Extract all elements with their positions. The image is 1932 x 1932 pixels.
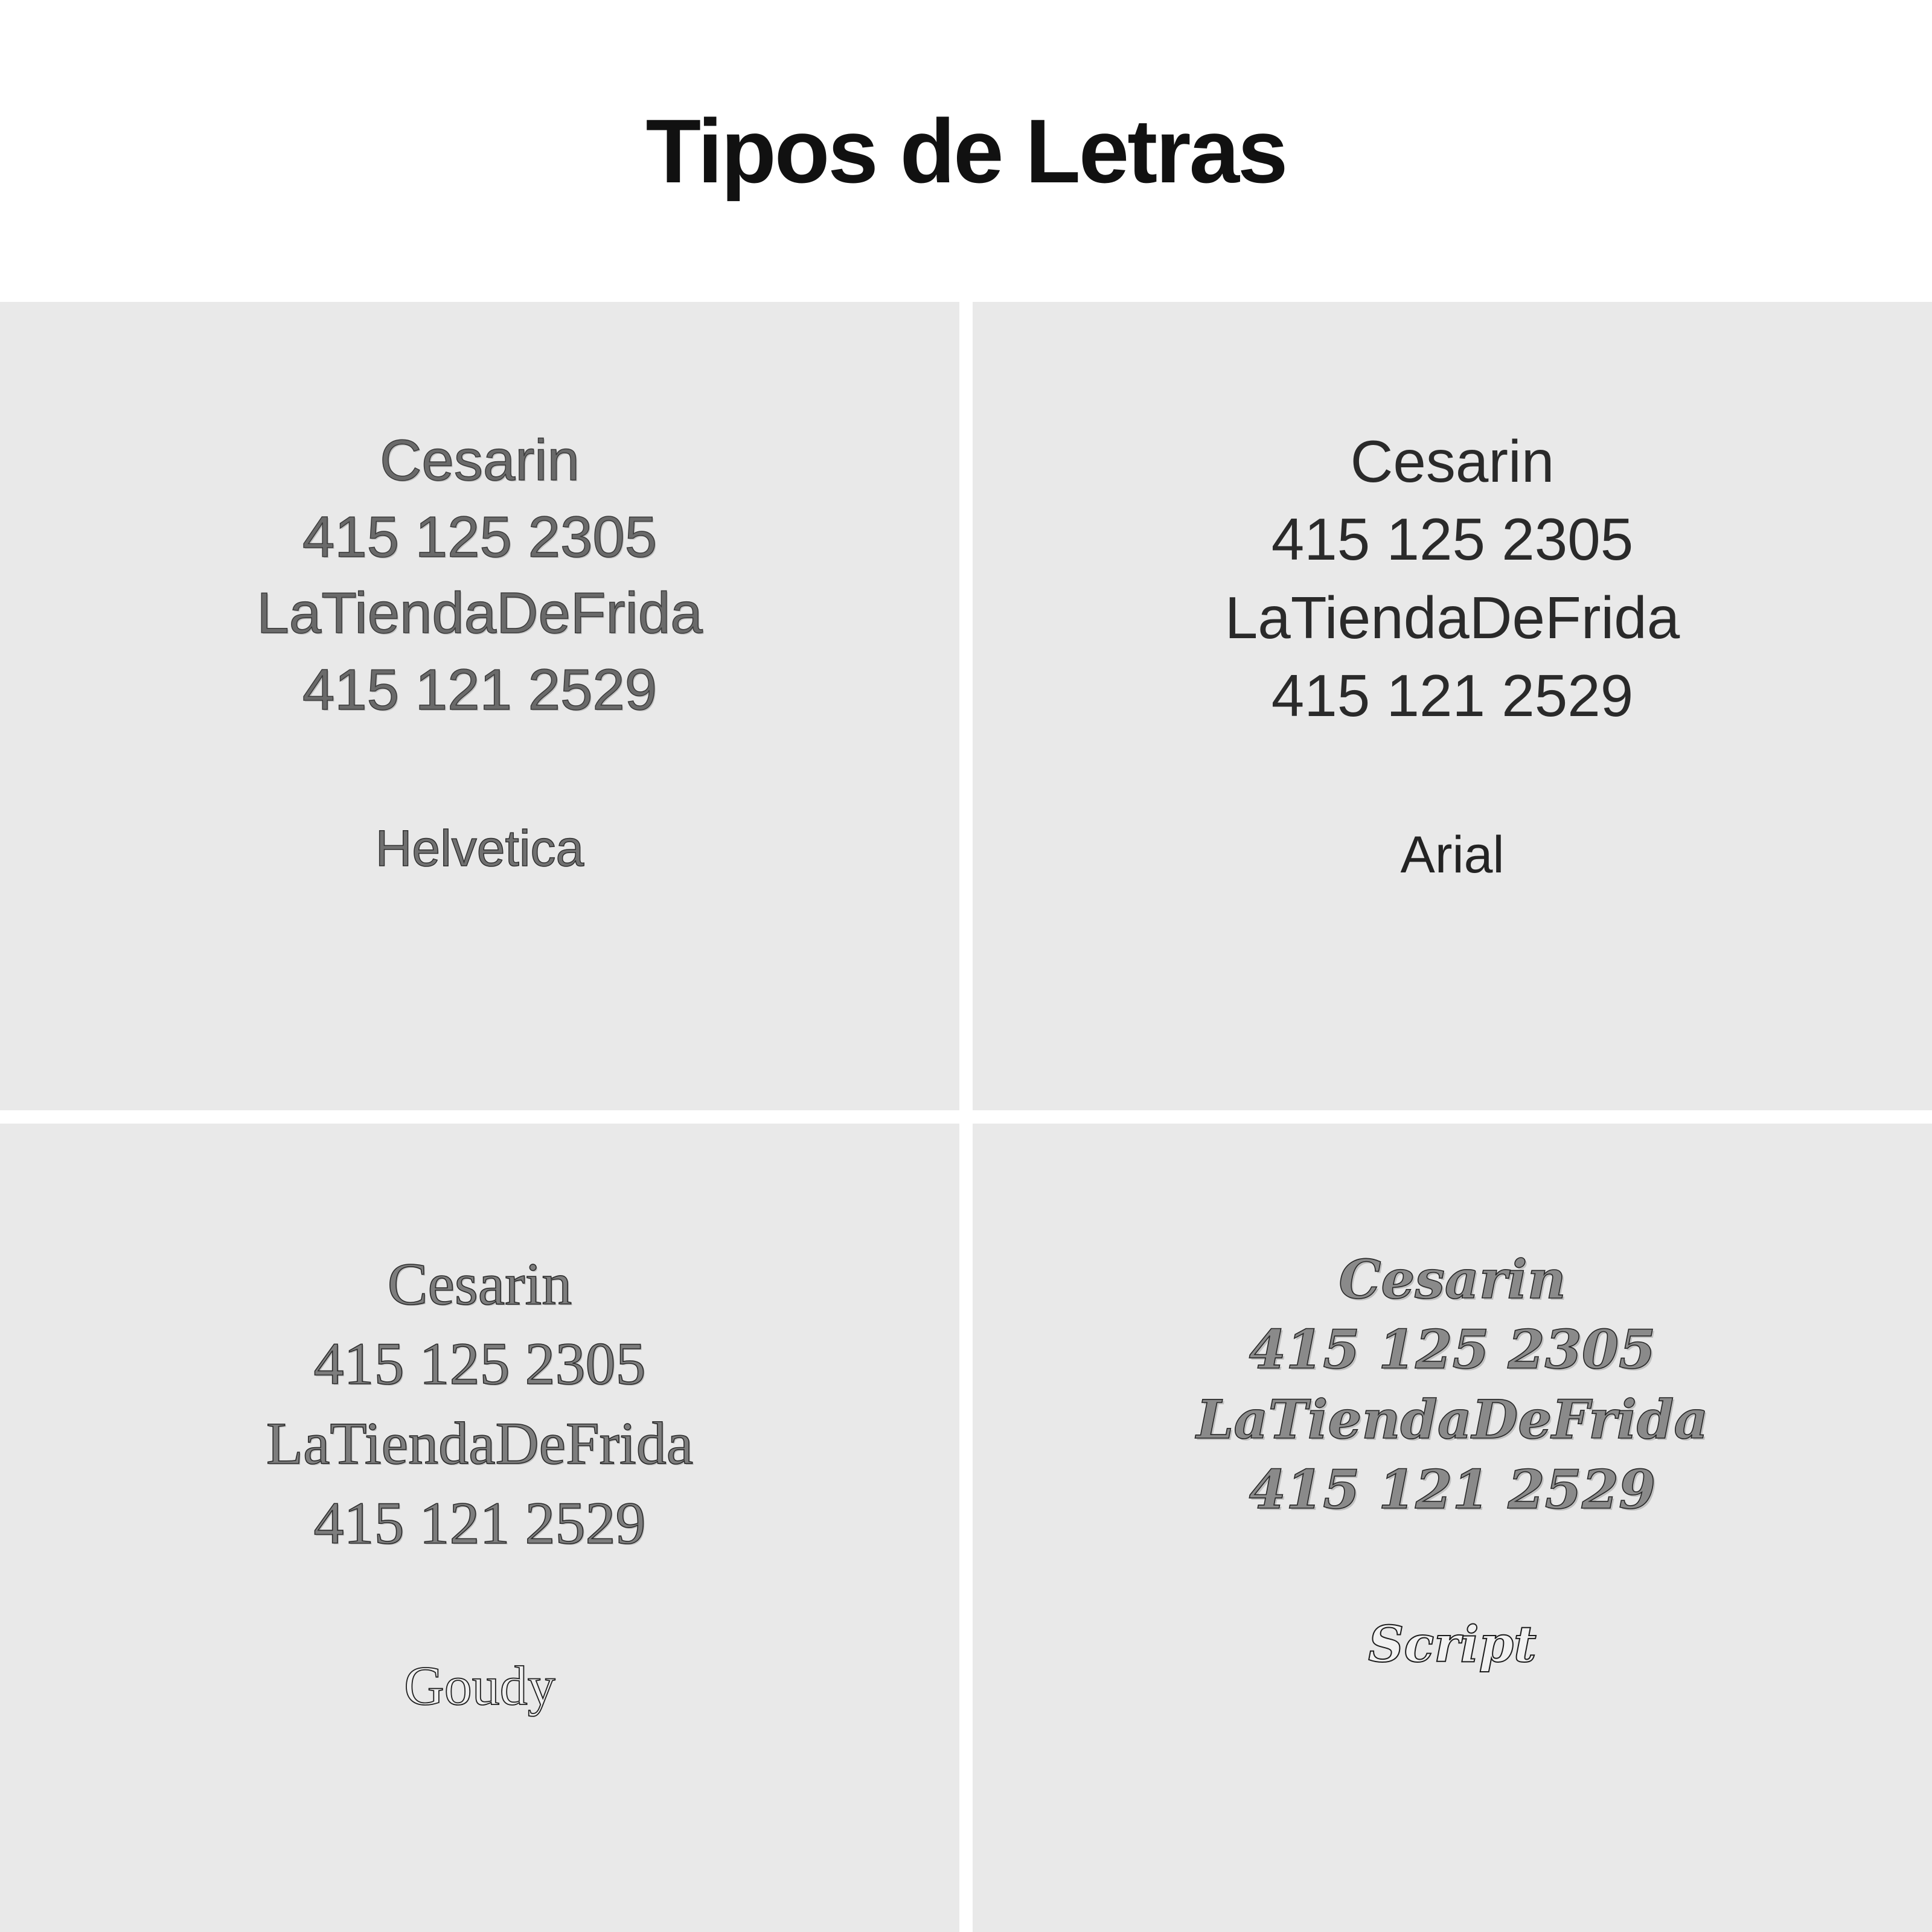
font-sample-card-script: [973, 1124, 1932, 1932]
font-sample-card-helvetica: [0, 302, 959, 1110]
font-name-label: Goudy: [404, 1655, 555, 1716]
font-name-label: Arial: [1400, 826, 1505, 884]
sample-text-block: [1197, 1244, 1709, 1525]
sample-line: 415 125 2305: [1271, 506, 1634, 573]
sample-line: Cesarin: [1350, 428, 1555, 494]
sample-text-block: [266, 1244, 693, 1563]
sample-line: Cesarin: [1339, 1248, 1566, 1311]
sample-line: LaTiendaDeFrida: [1224, 584, 1680, 651]
sample-line: LaTiendaDeFrida: [1196, 1388, 1709, 1451]
sample-line: 415 125 2305: [313, 1330, 646, 1397]
sample-text-block: [257, 423, 702, 729]
sample-line: 415 125 2305: [1249, 1318, 1656, 1381]
sample-line: 415 121 2529: [302, 657, 657, 723]
font-name-label: Helvetica: [375, 819, 584, 877]
font-sample-card-arial: [973, 302, 1932, 1110]
font-name-label: Script: [1368, 1615, 1537, 1674]
page-header: [0, 0, 1932, 302]
sample-line: Cesarin: [380, 428, 580, 493]
sample-line: 415 121 2529: [1249, 1458, 1656, 1521]
sample-line: LaTiendaDeFrida: [266, 1410, 694, 1477]
sample-line: 415 121 2529: [1271, 662, 1634, 729]
font-sample-card-goudy: [0, 1124, 959, 1932]
sample-text-block: [1225, 423, 1680, 735]
sample-line: Cesarin: [387, 1250, 572, 1317]
font-sample-grid: [0, 302, 1932, 1932]
page-title: Tipos de Letras: [645, 100, 1287, 202]
sample-line: 415 121 2529: [313, 1489, 646, 1556]
sample-line: 415 125 2305: [302, 504, 657, 569]
sample-line: LaTiendaDeFrida: [257, 581, 703, 646]
